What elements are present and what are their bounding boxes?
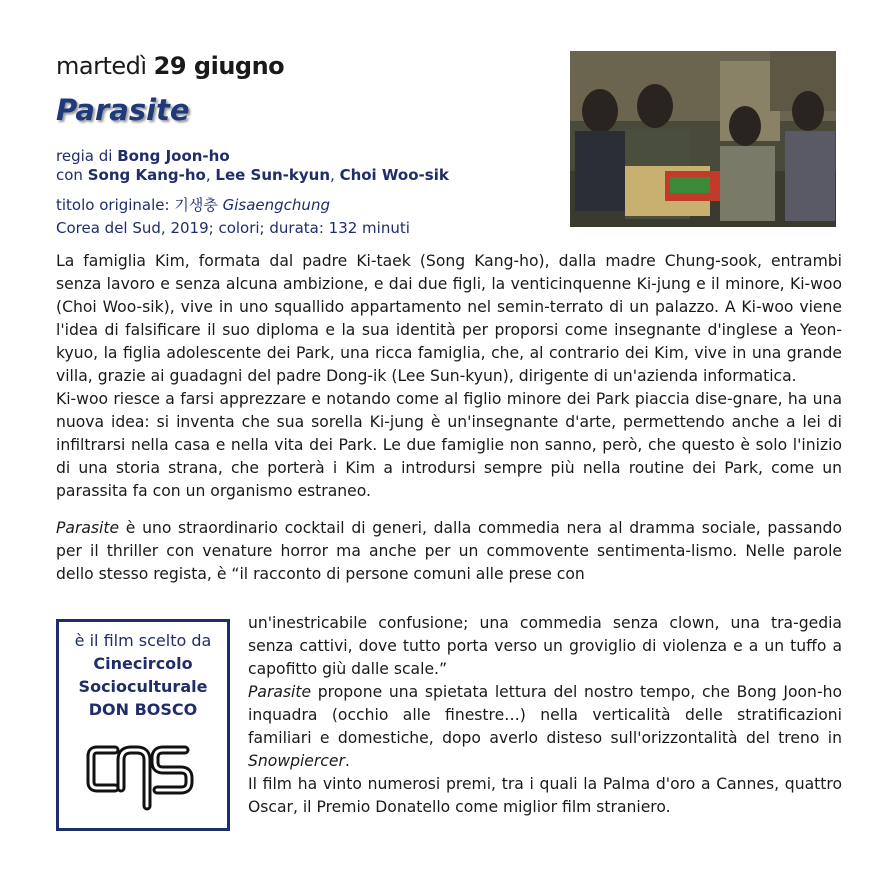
box-club-name-3: DON BOSCO <box>88 700 198 719</box>
credits <box>56 145 449 186</box>
paragraph-2: Ki-woo riesce a farsi apprezzare e notando come al figlio minore dei Park piaccia dise-gnare, ha una nuova idea: si inventa che sua sorella Ki-jung è un'insegnante d'arte, permettendo anche a lei di infiltrarsi nella casa e nella vita dei Park. Le due famiglie non sanno, però, che questo è solo l'inizio di una storia strana, che porterà i Kim a introdursi sempre più nella routine dei Park, come un parassita fa con un organismo estraneo. <box>56 390 842 500</box>
paragraph-1: La famiglia Kim, formata dal padre Ki-taek (Song Kang-ho), dalla madre Chung-sook, entrambi senza lavoro e senza alcuna ambizione, e dai due figli, la venticinquenne Ki-jung e il minore, Ki-woo (Choi Woo-sik), vive in uno squallido appartamento nel semin-terrato di un palazzo. A Ki-woo viene l'idea di falsificare il suo diploma e la sua identità per proporsi come insegnante d'inglese a Yeon-kyuo, la figlia adolescente dei Park, una ricca famiglia, che, al contrario dei Kim, vive in una grande villa, grazie ai guadagni del padre Dong-ik (Lee Sun-kyun), dirigente di un'azienda informatica. <box>56 252 842 385</box>
weekday: martedì <box>56 52 147 80</box>
regia-label: regia di <box>56 147 113 165</box>
box-club-name-2: Socioculturale <box>78 677 208 696</box>
cast-line: con Song Kang-ho, Lee Sun-kyun, Choi Woo-sik <box>56 166 449 184</box>
director-name: Bong Joon-ho <box>117 147 230 165</box>
cinecircolo-box <box>56 619 230 831</box>
date: 29 giugno <box>153 52 285 80</box>
box-club-name-1: Cinecircolo <box>93 654 193 673</box>
paragraph-4-film: Snowpiercer <box>248 752 345 770</box>
film-meta <box>56 194 410 240</box>
date-line <box>56 52 284 80</box>
paragraph-3-title: Parasite <box>56 519 120 537</box>
paragraph-3 <box>56 517 842 586</box>
original-label: titolo originale: <box>56 196 170 214</box>
paragraph-4-title: Parasite <box>248 683 312 701</box>
original-roman: Gisaengchung <box>222 196 330 214</box>
original-korean: 기생충 <box>174 196 218 214</box>
film-still-illustration <box>570 51 836 227</box>
details-line: Corea del Sud, 2019; colori; durata: 132 minuti <box>56 219 410 237</box>
review-continued <box>248 612 842 819</box>
paragraph-5: Il film ha vinto numerosi premi, tra i quali la Palma d'oro a Cannes, quattro Oscar, il Premio Donatello come miglior film straniero. <box>248 775 842 816</box>
paragraph-4-end: . <box>344 752 350 770</box>
film-title: Parasite <box>56 93 190 127</box>
actor-1: Song Kang-ho <box>87 166 206 184</box>
synopsis <box>56 250 842 586</box>
paragraph-4 <box>248 681 842 773</box>
cinecircolo-logo-icon <box>85 730 205 816</box>
paragraph-3-continued: un'inestricabile confusione; una commedia senza clown, una tra-gedia senza cattivi, dove tutto porta verso un groviglio di violenza e a un tuffo a capofitto giù dalle scale.” <box>248 614 842 678</box>
actor-2: Lee Sun-kyun <box>215 166 331 184</box>
actor-3: Choi Woo-sik <box>339 166 449 184</box>
con-label: con <box>56 166 83 184</box>
original-title-line <box>56 194 410 217</box>
paragraph-3-text: è uno straordinario cocktail di generi, dalla commedia nera al dramma sociale, passando per il thriller con venature horror ma anche per un commovente sentimenta-lismo. Nelle parole dello stesso regista, è “il racconto di persone comuni alle prese con <box>56 519 842 583</box>
box-intro: è il film scelto da <box>74 631 212 650</box>
paragraph-4-text: propone una spietata lettura del nostro tempo, che Bong Joon-ho inquadra (occhio alle finestre…) nella verticalità delle stratificazioni familiari e domestiche, dopo averlo disteso sull'orizzontalità del treno in <box>248 683 842 747</box>
film-still-photo <box>570 51 836 227</box>
